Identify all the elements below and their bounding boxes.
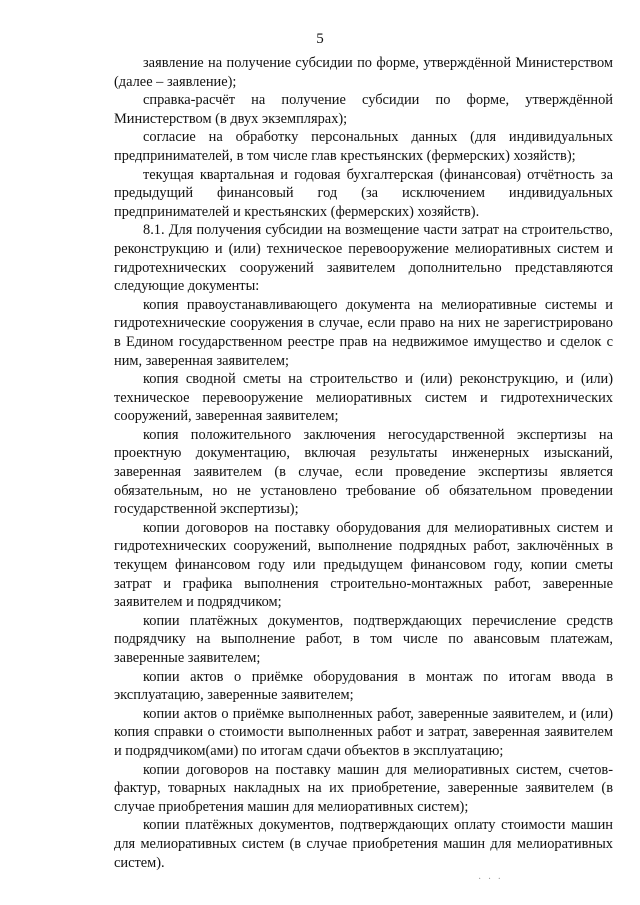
paragraph-machine-contracts: копии договоров на поставку машин для мелиоративных систем, счетов-фактур, товарных накладных на их приобретение, заверенные заявителем (в случае приобретения машин для мелиоративных систем);	[114, 761, 613, 815]
page-number: 5	[316, 31, 324, 47]
paragraph-payments: копии платёжных документов, подтверждающих перечисление средств подрядчику на выполнение работ, в том числе по авансовым платежам, заверенные заявителем;	[114, 612, 613, 666]
paragraph-reporting: текущая квартальная и годовая бухгалтерская (финансовая) отчётность за предыдущий финансовый год (за исключением индивидуальных предпринимателей и крестьянских (фермерских) хозяйств).	[114, 166, 613, 220]
paragraph-application: заявление на получение субсидии по форме, утверждённой Министерством (далее – заявление);	[114, 55, 613, 90]
paragraph-title-document: копия правоустанавливающего документа на мелиоративные системы и гидротехнические сооружения в случае, если право на них не зарегистрировано в Едином государственном реестре прав на недвижимое имущество и сделок с ним, заверенная заявителем;	[114, 296, 613, 369]
paragraph-clause-8-1: 8.1. Для получения субсидии на возмещение части затрат на строительство, реконструкцию и (или) техническое перевооружение мелиоративных систем и гидротехнических сооружений заявителем дополнительно представляются следующие документы:	[114, 222, 613, 295]
scan-artifact: · · ·	[478, 874, 503, 885]
paragraph-consent: согласие на обработку персональных данных (для индивидуальных предпринимателей, в том числе глав крестьянских (фермерских) хозяйств);	[114, 129, 613, 164]
paragraph-expertise: копия положительного заключения негосударственной экспертизы на проектную документацию, включая результаты инженерных изысканий, заверенная заявителем (в случае, если проведение экспертизы является обязательным, но не установлено требование об обязательном проведении государственной экспертизы);	[114, 426, 613, 518]
paragraph-equipment-acts: копии актов о приёмке оборудования в монтаж по итогам ввода в эксплуатацию, заверенные заявителем;	[114, 668, 613, 704]
paragraph-calculation: справка-расчёт на получение субсидии по форме, утверждённой Министерством (в двух экземплярах);	[114, 92, 613, 127]
document-body	[114, 54, 613, 872]
paragraph-work-acts: копии актов о приёмке выполненных работ, заверенные заявителем, и (или) копия справки о стоимости выполненных работ и затрат, заверенная заявителем и подрядчиком(ами) по итогам сдачи объектов в эксплуатацию;	[114, 705, 613, 759]
paragraph-estimate: копия сводной сметы на строительство и (или) реконструкцию, и (или) техническое перевооружение мелиоративных систем и гидротехнических сооружений, заверенная заявителем;	[114, 371, 613, 425]
paragraph-contracts: копии договоров на поставку оборудования для мелиоративных систем и гидротехнических сооружений, выполнение подрядных работ, заключённых в текущем финансовом году или предыдущем финансовом году, копии сметы затрат и графика выполнения строительно-монтажных работ, заверенные заявителем и подрядчиком;	[114, 519, 613, 611]
paragraph-machine-payments: копии платёжных документов, подтверждающих оплату стоимости машин для мелиоративных систем (в случае приобретения машин для мелиоративных систем).	[114, 817, 613, 871]
